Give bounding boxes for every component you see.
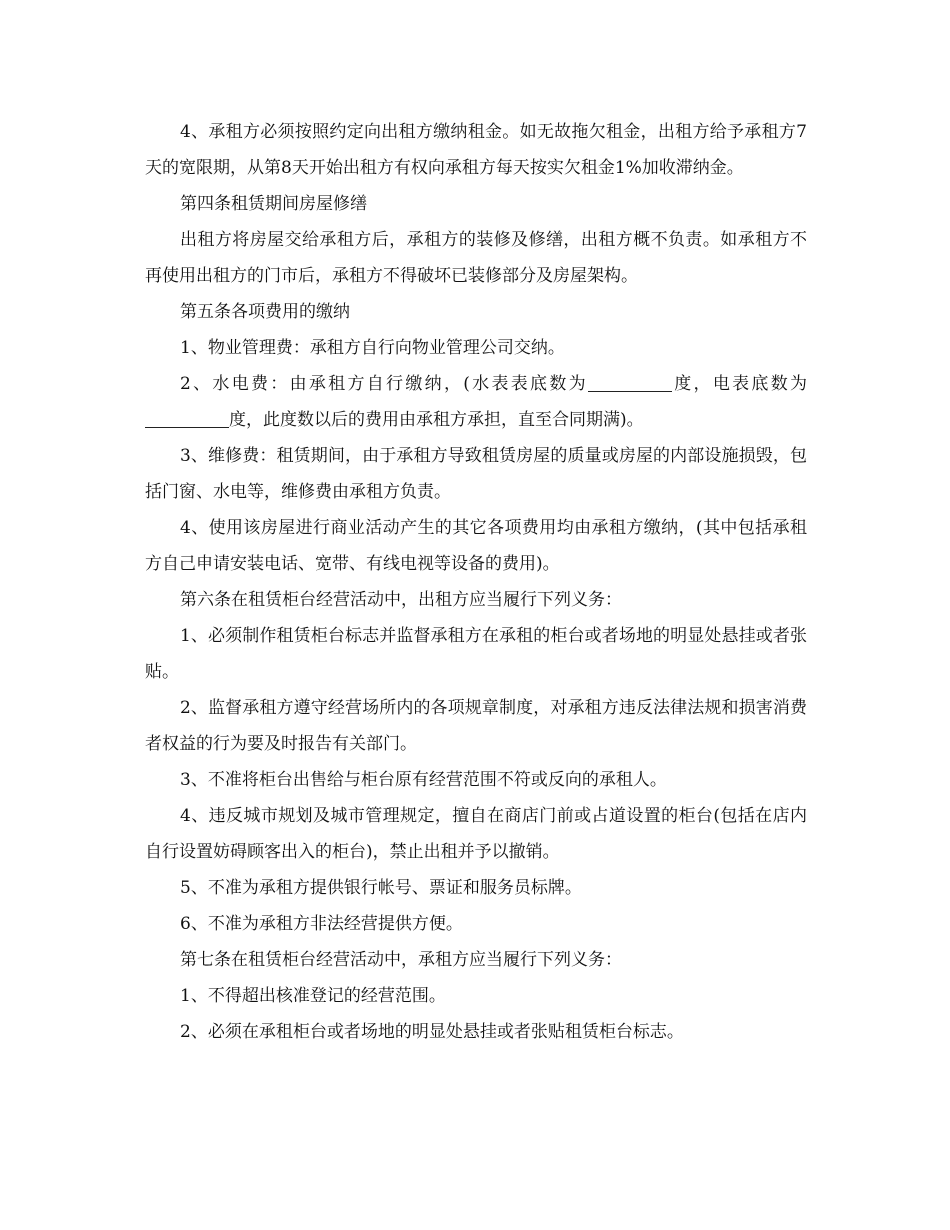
article-4-body: 出租方将房屋交给承租方后，承租方的装修及修缮，出租方概不负责。如承租方不再使用出租方的门市后，承租方不得破坏已装修部分及房屋架构。 xyxy=(145,230,807,286)
lessor-duty-2: 2、监督承租方遵守经营场所内的各项规章制度，对承租方违反法律法规和损害消费者权益的行为要及时报告有关部门。 xyxy=(145,698,807,754)
lessor-duty-6: 6、不准为承租方非法经营提供方便。 xyxy=(180,914,463,934)
lessee-duty-2: 2、必须在承租柜台或者场地的明显处悬挂或者张贴租赁柜台标志。 xyxy=(180,1022,684,1042)
item-repair-fee: 3、维修费：租赁期间，由于承租方导致租赁房屋的质量或房屋的内部设施损毁，包括门窗、水电等，维修费由承租方负责。 xyxy=(145,446,807,502)
utilities-text-b: 度，电表底数为 xyxy=(671,374,808,394)
electric-meter-blank xyxy=(145,407,229,428)
lessee-duty-1: 1、不得超出核准登记的经营范围。 xyxy=(180,986,446,1006)
item-other-fees: 4、使用该房屋进行商业活动产生的其它各项费用均由承租方缴纳，(其中包括承租方自己申请安装电话、宽带、有线电视等设备的费用)。 xyxy=(145,518,807,574)
utilities-text-a: 2、水电费：由承租方自行缴纳，(水表表底数为 xyxy=(180,374,588,394)
article-4-heading: 第四条租赁期间房屋修缮 xyxy=(180,194,367,214)
document-page xyxy=(145,114,807,1050)
water-meter-blank xyxy=(588,371,672,392)
item-utilities xyxy=(145,366,807,438)
clause-4-rent-payment: 4、承租方必须按照约定向出租方缴纳租金。如无故拖欠租金，出租方给予承租方7天的宽限期，从第8天开始出租方有权向承租方每天按实欠租金1%加收滞纳金。 xyxy=(145,122,807,178)
item-property-fee: 1、物业管理费：承租方自行向物业管理公司交纳。 xyxy=(180,338,565,358)
lessor-duty-5: 5、不准为承租方提供银行帐号、票证和服务员标牌。 xyxy=(180,878,582,898)
article-7-heading: 第七条在租赁柜台经营活动中，承租方应当履行下列义务： xyxy=(180,950,622,970)
lessor-duty-1: 1、必须制作租赁柜台标志并监督承租方在承租的柜台或者场地的明显处悬挂或者张贴。 xyxy=(145,626,807,682)
article-5-heading: 第五条各项费用的缴纳 xyxy=(180,302,350,322)
lessor-duty-4: 4、违反城市规划及城市管理规定，擅自在商店门前或占道设置的柜台(包括在店内自行设置妨碍顾客出入的柜台)，禁止出租并予以撤销。 xyxy=(145,806,807,862)
lessor-duty-3: 3、不准将柜台出售给与柜台原有经营范围不符或反向的承租人。 xyxy=(180,770,667,790)
utilities-text-c: 度，此度数以后的费用由承租方承担，直至合同期满)。 xyxy=(229,410,644,430)
article-6-heading: 第六条在租赁柜台经营活动中，出租方应当履行下列义务： xyxy=(180,590,622,610)
